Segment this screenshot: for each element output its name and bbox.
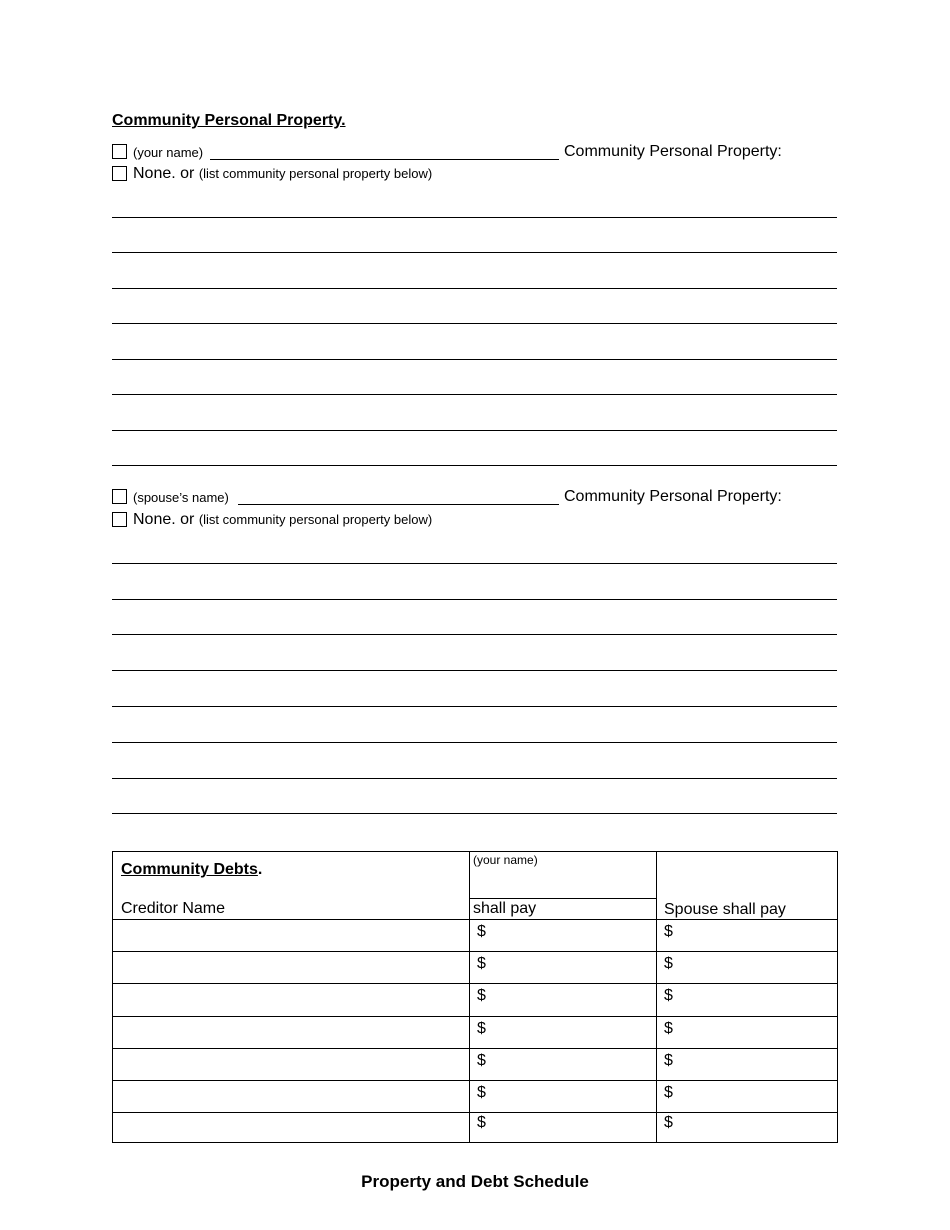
debts-title-suffix: . [257, 861, 263, 878]
debts-title-text: Community Debts [121, 861, 258, 878]
spouse-property-label: Community Personal Property: [564, 488, 782, 505]
your-name-underline [469, 898, 656, 899]
you-amount-cell[interactable]: $ [477, 1084, 486, 1101]
spouse-property-line[interactable] [112, 634, 837, 635]
spouse-property-line[interactable] [112, 813, 837, 814]
you-amount-cell[interactable]: $ [477, 1020, 486, 1037]
your-property-line[interactable] [112, 359, 837, 360]
debts-title [121, 861, 262, 879]
spouse-amount-cell[interactable]: $ [664, 1084, 673, 1101]
spouse-none-checkbox[interactable] [112, 512, 127, 527]
spouse-amount-cell[interactable]: $ [664, 1114, 673, 1131]
your-none-label: None. or [133, 165, 195, 182]
column-divider [656, 852, 657, 1142]
you-amount-cell[interactable]: $ [477, 955, 486, 972]
debts-table [112, 851, 838, 1143]
you-amount-cell[interactable]: $ [477, 987, 486, 1004]
your-property-line[interactable] [112, 323, 837, 324]
creditor-name-cell[interactable] [113, 919, 469, 951]
you-shall-pay-header: shall pay [473, 900, 537, 917]
you-amount-cell[interactable]: $ [477, 1114, 486, 1131]
creditor-name-cell[interactable] [113, 1016, 469, 1048]
page-footer-title: Property and Debt Schedule [361, 1172, 589, 1191]
spouse-property-line[interactable] [112, 599, 837, 600]
spouse-shall-pay-header: Spouse shall pay [664, 901, 786, 918]
spouse-name-label: (spouse’s name) [133, 490, 229, 505]
your-property-line[interactable] [112, 217, 837, 218]
your-name-checkbox[interactable] [112, 144, 127, 159]
your-property-line[interactable] [112, 465, 837, 466]
you-amount-cell[interactable]: $ [477, 923, 486, 940]
spouse-property-line[interactable] [112, 706, 837, 707]
spouse-property-line[interactable] [112, 670, 837, 671]
your-property-label: Community Personal Property: [564, 143, 782, 160]
spouse-amount-cell[interactable]: $ [664, 987, 673, 1004]
spouse-property-line[interactable] [112, 563, 837, 564]
spouse-amount-cell[interactable]: $ [664, 1052, 673, 1069]
creditor-name-header: Creditor Name [121, 900, 226, 917]
creditor-name-cell[interactable] [113, 1048, 469, 1080]
section-title: Community Personal Property. [112, 112, 346, 129]
spouse-none-option [133, 511, 432, 529]
your-property-line[interactable] [112, 430, 837, 431]
spouse-name-input[interactable] [238, 504, 559, 505]
your-name-header: (your name) [473, 853, 538, 867]
creditor-name-cell[interactable] [113, 983, 469, 1016]
your-name-label: (your name) [133, 145, 204, 160]
your-property-line[interactable] [112, 252, 837, 253]
spouse-none-label: None. or [133, 511, 195, 528]
spouse-amount-cell[interactable]: $ [664, 1020, 673, 1037]
creditor-name-cell[interactable] [113, 1112, 469, 1142]
spouse-property-line[interactable] [112, 778, 837, 779]
your-property-line[interactable] [112, 394, 837, 395]
creditor-name-cell[interactable] [113, 1080, 469, 1112]
your-name-input[interactable] [210, 159, 559, 160]
spouse-none-hint: (list community personal property below) [198, 512, 433, 527]
your-none-hint: (list community personal property below) [198, 166, 433, 181]
spouse-amount-cell[interactable]: $ [664, 955, 673, 972]
spouse-property-line[interactable] [112, 742, 837, 743]
you-amount-cell[interactable]: $ [477, 1052, 486, 1069]
your-none-checkbox[interactable] [112, 166, 127, 181]
your-none-option [133, 165, 432, 183]
column-divider [469, 852, 470, 1142]
your-property-line[interactable] [112, 288, 837, 289]
creditor-name-cell[interactable] [113, 951, 469, 983]
spouse-amount-cell[interactable]: $ [664, 923, 673, 940]
spouse-name-checkbox[interactable] [112, 489, 127, 504]
